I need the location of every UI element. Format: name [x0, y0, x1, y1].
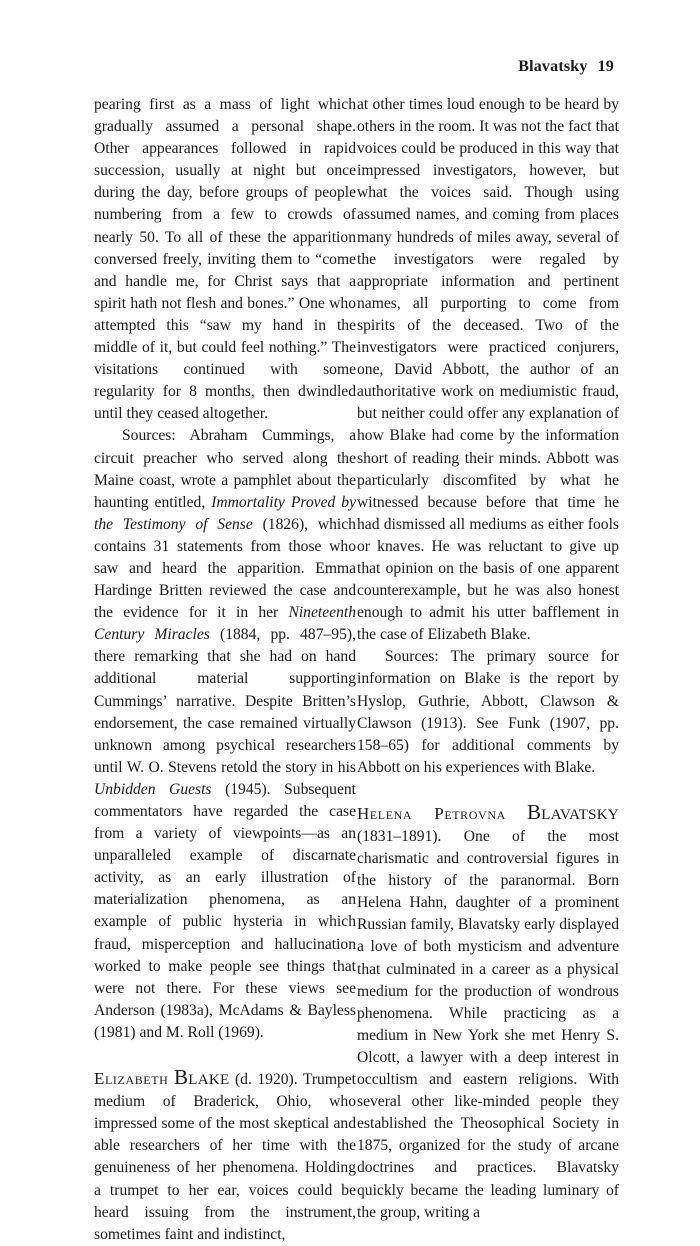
- entry-text: One of the most charismatic and controversial figures in the history of the paranormal. Born Helena Hahn, daughter of a prominent Russian family, Blavatsky early displayed a love of both mysticism and adventure that culminated in a career as a physical medium for the production of wondrous phenomena. While practicing as a medium in New York she met Henry S. Olcott, a lawyer with a deep interest in occultism and eastern religions. With several other like-minded people they established the Theosophical Society in 1875, organized for the study of arcane doctrines and practices. Blavatsky quickly became the leading luminary of the group, writing a: [357, 828, 619, 1221]
- book-title: Nineteenth Century Miracles: [94, 604, 356, 644]
- left-column: [94, 94, 356, 1246]
- text-run: (1945). Subsequent commentators have regarded the case from a variety of viewpoints—as an unparalleled example of discarnate activity, as an early illustration of materialization phenomena, as an example of public hysteria in which fraud, misperception and hallucination worked to make people see things that were not there. For these views see Anderson (1983a), McAdams & Bayless (1981) and M. Roll (1969).: [94, 780, 356, 1041]
- entry-given-name: Elizabeth: [94, 1069, 169, 1089]
- text-run: (1884, pp. 487–95), there remarking that she had on hand additional material supporting Cummings’ narrative. Despite Britten’s endorsement, the case remained virtually unknown among psychical researchers until W. O. Stevens retold the story in his: [94, 626, 356, 776]
- book-title: Unbidden Guests: [94, 780, 212, 798]
- entry-dates: (d. 1920).: [229, 1071, 298, 1089]
- entry-blake: [94, 1066, 356, 1246]
- entry-text: Trumpet medium of Braderick, Ohio, who impressed some of the most skeptical and able researchers of her time with the genuineness of her phenomena. Holding a trumpet to her ear, voices could be heard issuing from the instrument, sometimes faint and indistinct,: [94, 1071, 357, 1243]
- sources-paragraph: [94, 425, 356, 1044]
- entry-blavatsky: [357, 801, 619, 1224]
- paragraph: at other times loud enough to be heard by others in the room. It was not the fact that voices could be produced in this way that impressed investigators, however, but what the voices said. Though using assumed names, and coming from places many hundreds of miles away, several of the investigators were regaled by appropriate information and pertinent names, all purporting to come from spirits of the deceased. Two of the investigators were practiced conjurers, one, David Abbott, the author of an authoritative work on mediumistic fraud, but neither could offer any explanation of how Blake had come by the information short of reading their minds. Abbott was particularly discomfited by what he witnessed because before that time he had dismissed all mediums as either fools or knaves. He was reluctant to give up that opinion on the basis of one apparent counterexample, but he was also honest enough to admit his utter bafflement in the case of Elizabeth Blake.: [357, 96, 619, 644]
- text-run: (1826), which contains 31 statements from those who saw and heard the apparition. Emma Hardinge Britten reviewed the case and the evidence for it in her: [94, 515, 356, 622]
- entry-given-name: Helena Petrovna: [357, 803, 506, 823]
- entry-surname: Blavatsky: [526, 799, 619, 824]
- entry-surname: Blake: [173, 1065, 230, 1090]
- page-number: 19: [597, 58, 614, 75]
- text-run: Sources: Abraham Cummings, a circuit preacher who served along the Maine coast, wrote a pamphlet about the haunting entitled,: [94, 427, 356, 511]
- sources-paragraph: Sources: The primary source for information on Blake is the report by Hyslop, Guthrie, Abbott, Clawson & Clawson (1913). See Funk (1907, pp. 158–65) for additional comments by Abbott on his experiences with Blake.: [357, 648, 619, 776]
- running-header: [518, 58, 614, 76]
- paragraph: pearing first as a mass of light which gradually assumed a personal shape. Other appearances followed in rapid succession, usually at night but once during the day, before groups of people numbering from a few to crowds of nearly 50. To all of these the apparition conversed freely, inviting them to “come and handle me, for Christ says that a spirit hath not flesh and bones.” One who attempted this “saw my hand in the middle of it, but could feel nothing.” The visitations continued with some regularity for 8 months, then dwindled until they ceased altogether.: [94, 96, 356, 423]
- right-column: [357, 94, 619, 1224]
- book-title: Immortality Proved by the Testimony of Sense: [94, 493, 356, 533]
- entry-dates: (1831–1891).: [357, 828, 442, 845]
- running-title: Blavatsky: [518, 58, 588, 75]
